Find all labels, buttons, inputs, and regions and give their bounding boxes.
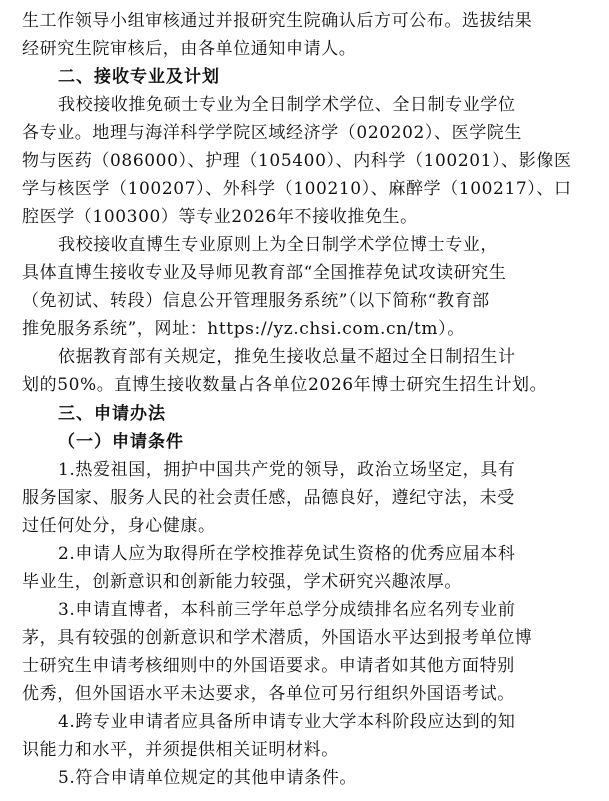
paragraph-line: 我校接收直博生专业原则上为全日制学术学位博士专业，: [58, 235, 498, 256]
section-heading: 二、接收专业及计划: [58, 67, 220, 88]
paragraph-line: 推免服务系统”，网址：https://yz.chsi.com.cn/tm）。: [22, 319, 465, 340]
paragraph-line: 2.申请人应为取得所在学校推荐免试生资格的优秀应届本科: [58, 543, 516, 564]
paragraph-line: 茅，具有较强的创新意识和学术潜质，外国语水平达到报考单位博: [22, 627, 533, 648]
paragraph-line: 我校接收推免硕士专业为全日制学术学位、全日制专业学位: [58, 95, 516, 116]
paragraph-line: 服务国家、服务人民的社会责任感，品德良好，遵纪守法，未受: [22, 487, 515, 508]
paragraph-line: 优秀，但外国语水平未达要求，各单位可另行组织外国语考试。: [22, 683, 515, 704]
subsection-heading: （一）申请条件: [58, 431, 184, 452]
paragraph-line: 依据教育部有关规定，推免生接收总量不超过全日制招生计: [58, 347, 516, 368]
paragraph-line: 3.申请直博者，本科前三学年总学分成绩排名应名列专业前: [58, 599, 516, 620]
paragraph-line: 经研究生院审核后，由各单位通知申请人。: [22, 39, 357, 60]
section-heading: 三、申请办法: [58, 403, 166, 424]
paragraph-line: （免初试、转段）信息公开管理服务系统”（以下简称“教育部: [22, 291, 490, 312]
paragraph-line: 识能力和水平，并须提供相关证明材料。: [22, 739, 339, 760]
paragraph-line: 物与医药（086000）、护理（105400）、内科学（100201）、影像医: [22, 151, 572, 172]
paragraph-line: 各专业。地理与海洋科学学院区域经济学（020202）、医学院生: [22, 123, 522, 144]
paragraph-line: 学与核医学（100207）、外科学（100210）、麻醉学（100217）、口: [22, 179, 572, 200]
paragraph-line: 生工作领导小组审核通过并报研究生院确认后方可公布。选拔结果: [22, 11, 533, 31]
paragraph-line: 划的50%。直博生接收数量占各单位2026年博士研究生招生计划。: [22, 375, 548, 396]
paragraph-line: 4.跨专业申请者应具备所申请专业大学本科阶段应达到的知: [58, 711, 516, 732]
paragraph-line: 5.符合申请单位规定的其他申请条件。: [58, 767, 358, 788]
paragraph-line: 毕业生，创新意识和创新能力较强，学术研究兴趣浓厚。: [22, 571, 462, 592]
paragraph-line: 士研究生申请考核细则中的外国语要求。申请者如其他方面特别: [22, 655, 515, 676]
paragraph-line: 过任何处分，身心健康。: [22, 515, 216, 536]
paragraph-line: 腔医学（100300）等专业2026年不接收推免生。: [22, 207, 418, 228]
paragraph-line: 1.热爱祖国，拥护中国共产党的领导，政治立场坚定，具有: [58, 459, 516, 480]
paragraph-line: 具体直博生接收专业及导师见教育部“全国推荐免试攻读研究生: [22, 263, 507, 284]
